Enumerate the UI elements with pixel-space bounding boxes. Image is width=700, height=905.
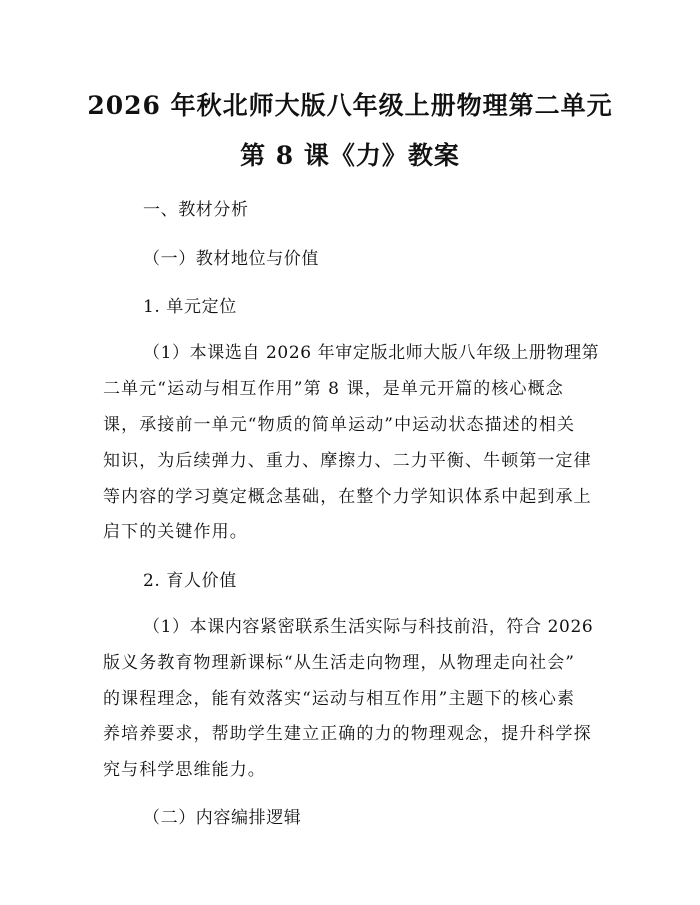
paragraph-2-line-4: 养培养要求，帮助学生建立正确的力的物理观念，提升科学探 <box>103 724 592 744</box>
paragraph-2-line-1: （1）本课内容紧密联系生活实际与科技前沿，符合 2026 <box>143 617 594 637</box>
paragraph-2-line-3: 的课程理念，能有效落实“运动与相互作用”主题下的核心素 <box>103 689 576 709</box>
paragraph-1-line-6: 启下的关键作用。 <box>103 522 248 542</box>
item-heading-unit-position: 1. 单元定位 <box>143 297 237 317</box>
paragraph-1-line-1: （1）本课选自 2026 年审定版北师大版八年级上册物理第 <box>143 343 600 363</box>
paragraph-1-line-5: 等内容的学习奠定概念基础，在整个力学知识体系中起到承上 <box>103 487 592 507</box>
section-heading-textbook-analysis: 一、教材分析 <box>143 200 249 220</box>
paragraph-2-line-2: 版义务教育物理新课标“从生活走向物理，从物理走向社会” <box>103 653 576 673</box>
document-title-line-2: 第 8 课《力》教案 <box>240 141 460 170</box>
subsection-heading-status-value: （一）教材地位与价值 <box>143 249 319 269</box>
paragraph-1-line-4: 知识，为后续弹力、重力、摩擦力、二力平衡、牛顿第一定律 <box>103 451 592 471</box>
subsection-heading-content-logic: （二）内容编排逻辑 <box>143 808 302 828</box>
paragraph-1-line-3: 课，承接前一单元“物质的简单运动”中运动状态描述的相关 <box>103 415 576 435</box>
paragraph-2-line-5: 究与科学思维能力。 <box>103 760 266 780</box>
paragraph-1-line-2: 二单元“运动与相互作用”第 8 课，是单元开篇的核心概念 <box>103 379 564 399</box>
item-heading-educational-value: 2. 育人价值 <box>143 571 237 591</box>
document-title-line-1: 2026 年秋北师大版八年级上册物理第二单元 <box>87 91 613 120</box>
